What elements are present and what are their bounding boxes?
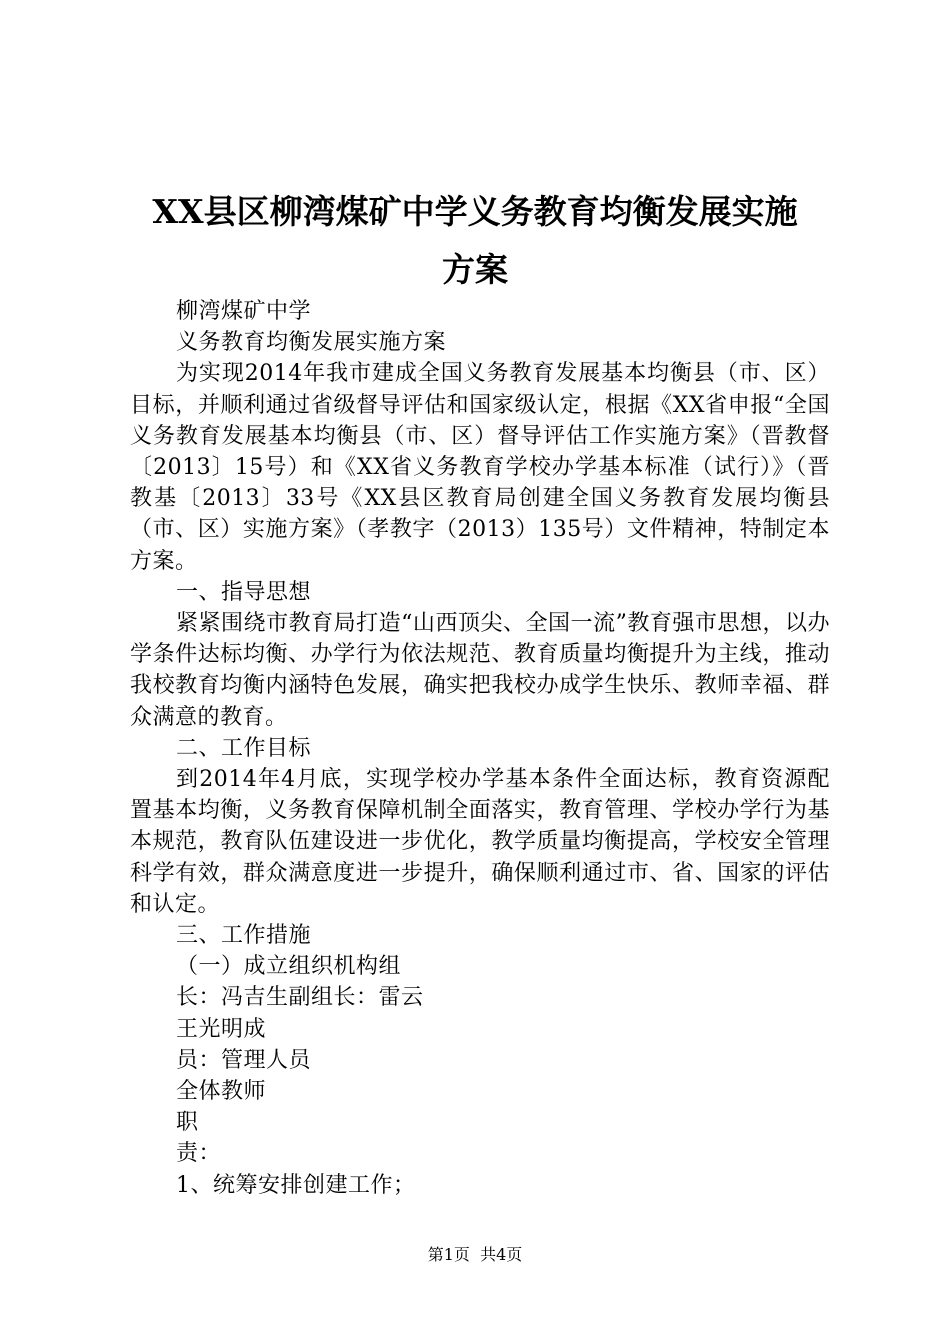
document-title-line-2: 方案 <box>442 250 508 289</box>
school-name: 柳湾煤矿中学 <box>176 299 312 324</box>
duty-item-1: 1、统筹安排创建工作； <box>176 1172 416 1198</box>
page-number-label: 第1页 共4页 <box>427 1245 523 1264</box>
document-title-line-1: XX县区柳湾煤矿中学义务教育均衡发展实施 <box>152 192 798 231</box>
section-heading-work-goals: 二、工作目标 <box>176 735 312 761</box>
org-line-leader: 长：冯吉生副组长：雷云 <box>176 985 424 1011</box>
work-goals-paragraph: 到2014年4月底，实现学校办学基本条件全面达标，教育资源配置基本均衡，义务教育保障机制全面落实，教育管理、学校办学行为基本规范，教育队伍建设进一步优化，教学质量均衡提高，学校安全管理科学有效，群众满意度进一步提升，确保顺利通过市、省、国家的评估和认定。 <box>130 767 830 917</box>
page-footer <box>0 1244 950 1266</box>
intro-paragraph: 为实现2014年我市建成全国义务教育发展基本均衡县（市、区）目标，并顺利通过省级督导评估和国家级认定，根据《XX省申报“全国义务教育发展基本均衡县（市、区）督导评估工作实施方案》（晋教督〔2013〕15号）和《XX省义务教育学校办学基本标准（试行）》（晋教基〔2013〕33号《XX县区教育局创建全国义务教育发展均衡县（市、区）实施方案》（孝教字（2013）135号）文件精神，特制定本方案。 <box>130 361 830 574</box>
section-heading-guiding-ideology: 一、指导思想 <box>176 579 312 605</box>
org-line-duty-b: 责： <box>176 1141 222 1167</box>
section-heading-work-measures: 三、工作措施 <box>176 923 312 949</box>
subsection-heading-organization: （一）成立组织机构组 <box>176 954 402 980</box>
document-body <box>130 296 830 1201</box>
guiding-ideology-paragraph: 紧紧围绕市教育局打造“山西顶尖、全国一流”教育强市思想，以办学条件达标均衡、办学行为依法规范、教育质量均衡提升为主线，推动我校教育均衡内涵特色发展，确实把我校办成学生快乐、教师幸福、群众满意的教育。 <box>130 611 830 730</box>
org-line-duty-a: 职 <box>176 1110 199 1136</box>
org-line-members-c: 全体教师 <box>176 1079 267 1105</box>
org-line-members-b: 员：管理人员 <box>176 1047 312 1073</box>
plan-subtitle: 义务教育均衡发展实施方案 <box>176 330 447 356</box>
org-line-members-a: 王光明成 <box>176 1016 267 1042</box>
